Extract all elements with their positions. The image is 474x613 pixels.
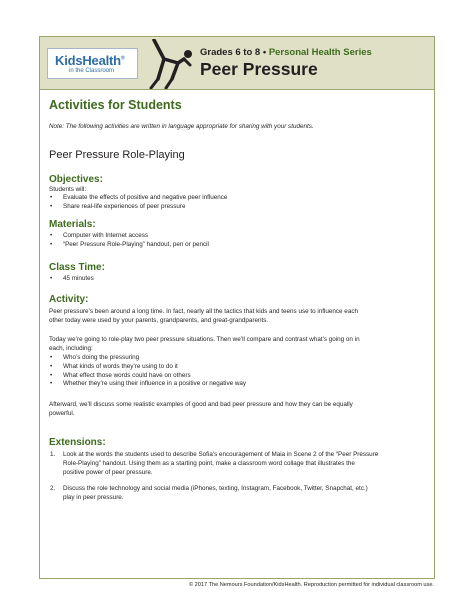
activities-heading: Activities for Students	[49, 98, 182, 112]
activity-p3-line1: Afterward, we’ll discuss some realistic examples of good and bad peer pressure and how they can be equally	[49, 401, 353, 408]
list-item: • What effect those words could have on others	[49, 372, 425, 381]
materials-heading: Materials:	[49, 219, 96, 230]
activity-p2-line2: each, including:	[49, 345, 93, 352]
page-frame	[39, 36, 435, 579]
header-banner	[40, 37, 434, 90]
list-item: • Share real-life experiences of peer pressure	[49, 203, 425, 212]
logo-sub-text: in the Classroom	[69, 68, 115, 74]
list-item: • Evaluate the effects of positive and negative peer influence	[49, 194, 425, 203]
extension-1-line3: positive power of peer pressure.	[63, 468, 153, 476]
list-item: • Computer with Internet access	[49, 232, 425, 241]
activity-p1-line1: Peer pressure’s been around a long time. In fact, nearly all the tactics that kids and teens use to influence each	[49, 308, 358, 315]
cartwheel-figure-icon	[148, 39, 193, 89]
class-time-heading: Class Time:	[49, 262, 105, 273]
footer-copyright: © 2017 The Nemours Foundation/KidsHealth. Reproduction permitted for individual classroom use.	[189, 582, 434, 588]
list-item: • Whether they’re using their influence in a positive or negative way	[49, 380, 425, 389]
series-text: Personal Health Series	[268, 47, 372, 58]
list-item: • “Peer Pressure Role-Playing” handout, pen or pencil	[49, 241, 425, 250]
extensions-list	[49, 451, 425, 503]
activity-heading: Activity:	[49, 294, 89, 305]
extension-1-line2: Role-Playing” handout. Using them as a starting point, make a classroom word collage that illustrates the	[63, 459, 355, 467]
item-number: 1.	[50, 451, 56, 458]
list-item: • What kinds of words they’re using to do it	[49, 363, 425, 372]
grades-text: Grades 6 to 8	[200, 47, 261, 58]
objectives-heading: Objectives:	[49, 174, 103, 185]
objectives-intro: Students will:	[49, 186, 87, 193]
note-text: Note: The following activities are written in language appropriate for sharing with your students.	[49, 123, 314, 130]
logo-main-text: KidsHealth	[55, 53, 121, 68]
list-item	[49, 451, 425, 477]
grade-series-line	[200, 47, 372, 58]
page-title: Peer Pressure	[200, 59, 318, 79]
extension-1-line1: Look at the words the students used to describe Sofia’s encouragement of Maia in Scene 2 of the “Peer Pressure	[63, 451, 379, 458]
list-item: • Who’s doing the pressuring	[49, 354, 425, 363]
activity-p2-line1: Today we’re going to role-play two peer pressure situations. Then we’ll compare and contrast what’s going on in	[49, 336, 360, 343]
activity-title: Peer Pressure Role-Playing	[49, 149, 185, 161]
activity-p3-line2: powerful.	[49, 410, 75, 417]
kidshealth-logo: KidsHealth® in the Classroom	[47, 48, 138, 79]
extension-2-line2: play in peer pressure.	[63, 494, 124, 502]
materials-list	[49, 232, 425, 250]
extension-2-line1: Discuss the role technology and social media (iPhones, texting, Instagram, Facebook, Twitter, Snapchat, etc.)	[63, 485, 368, 493]
activity-list	[49, 354, 425, 389]
list-item	[49, 485, 425, 503]
list-item: • 45 minutes	[49, 275, 425, 284]
extensions-heading: Extensions:	[49, 437, 106, 448]
bullet-separator: •	[262, 47, 267, 58]
class-time-list	[49, 275, 425, 284]
item-number: 2.	[50, 485, 56, 493]
activity-p1-line2: other today were used by your parents, grandparents, and great-grandparents.	[49, 317, 269, 324]
objectives-list	[49, 194, 425, 212]
